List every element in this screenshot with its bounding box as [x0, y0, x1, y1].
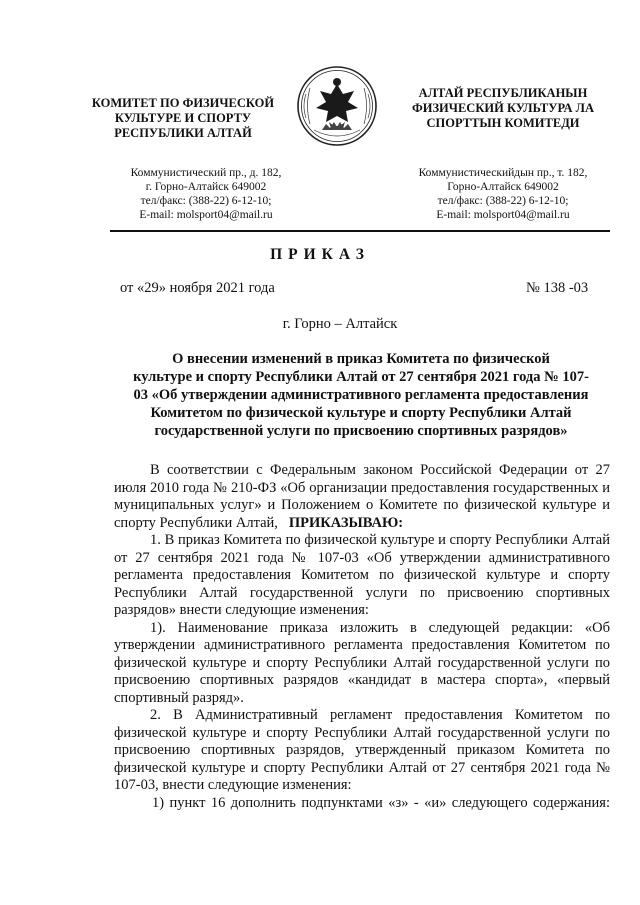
- heading-line: культуре и спорту Республики Алтай от 27 сентября 2021 года № 107-: [133, 369, 589, 385]
- paragraph-preamble: [114, 462, 610, 532]
- order-city: г. Горно – Алтайск: [282, 316, 398, 332]
- addr-alt-line: тел/факс: (388-22) 6-12-10;: [437, 195, 569, 207]
- org-alt-line: ФИЗИЧЕСКИЙ КУЛЬТУРА ЛА: [412, 101, 594, 115]
- address-altai: [398, 166, 608, 222]
- addr-ru-line: г. Горно-Алтайск 649002: [145, 181, 267, 193]
- altai-republic-emblem-icon: [296, 64, 378, 148]
- paragraph-item-2: 2. В Административный регламент предоставления Комитетом по физической культуре и спорту Республики Алтай государственной услуги по присвоению спортивных разрядов, утвержденный приказом Комитета по физической культуре и спорту Республики Алтай от 27 сентября 2021 года № 107-03, внести следующие изменения:: [114, 707, 610, 793]
- heading-line: 03 «Об утверждении административного регламента предоставления: [133, 387, 589, 403]
- order-number: № 138 -03: [526, 280, 589, 296]
- addr-ru-email: E-mail: molsport04@mail.ru: [139, 209, 273, 221]
- document-title: ПРИКАЗ: [270, 246, 370, 263]
- addr-alt-line: Горно-Алтайск 649002: [447, 181, 559, 193]
- preamble-text: В соответствии с Федеральным законом Российской Федерации от 27 июля 2010 года № 210-ФЗ «Об организации предоставления государственных и муниципальных услуг» и Положением о Комитете по физической культуре и спорту Республики Алтай,: [114, 462, 610, 531]
- header-divider: [110, 230, 610, 232]
- addr-ru-line: тел/факс: (388-22) 6-12-10;: [140, 195, 272, 207]
- org-alt-line: АЛТАЙ РЕСПУБЛИКАНЫН: [418, 86, 588, 100]
- heading-line: Комитетом по физической культуре и спорту Республики Алтай: [150, 405, 572, 421]
- org-ru-line: РЕСПУБЛИКИ АЛТАЙ: [114, 126, 252, 140]
- order-body: [114, 462, 610, 812]
- order-date: от «29» ноября 2021 года: [120, 280, 275, 296]
- org-ru-line: КУЛЬТУРЕ И СПОРТУ: [114, 111, 252, 125]
- org-name-russian: [88, 96, 278, 141]
- paragraph-item-2-1: 1) пункт 16 дополнить подпунктами «з» - «и» следующего содержания:: [152, 794, 610, 811]
- heading-line: О внесении изменений в приказ Комитета по физической: [172, 351, 550, 367]
- addr-ru-line: Коммунистический пр., д. 182,: [130, 167, 282, 179]
- org-alt-line: СПОРТТЫН КОМИТЕДИ: [426, 116, 580, 130]
- order-heading: [112, 350, 610, 440]
- paragraph-item-1-1: 1). Наименование приказа изложить в следующей редакции: «Об утверждении административного регламента предоставления Комитетом по физической культуре и спорту Республики Алтай государственной услуги по присвоению спортивных разрядов «кандидат в мастера спорта», «первый спортивный разряд».: [114, 619, 610, 706]
- org-ru-line: КОМИТЕТ ПО ФИЗИЧЕСКОЙ: [91, 96, 275, 110]
- order-directive: ПРИКАЗЫВАЮ:: [288, 514, 404, 531]
- org-name-altai: [398, 86, 608, 131]
- addr-alt-email: E-mail: molsport04@mail.ru: [436, 209, 570, 221]
- paragraph-item-1: 1. В приказ Комитета по физической культуре и спорту Республики Алтай от 27 сентября 2021 года № 107-03 «Об утверждении административного регламента предоставления Комитетом по физической культуре и спорту Республики Алтай государственной услуги по присвоению спортивных разрядов» внести следующие изменения:: [114, 532, 610, 618]
- addr-alt-line: Коммунистическийдын пр., т. 182,: [418, 167, 588, 179]
- heading-line: государственной услуги по присвоению спортивных разрядов»: [154, 423, 568, 439]
- address-russian: [106, 166, 306, 222]
